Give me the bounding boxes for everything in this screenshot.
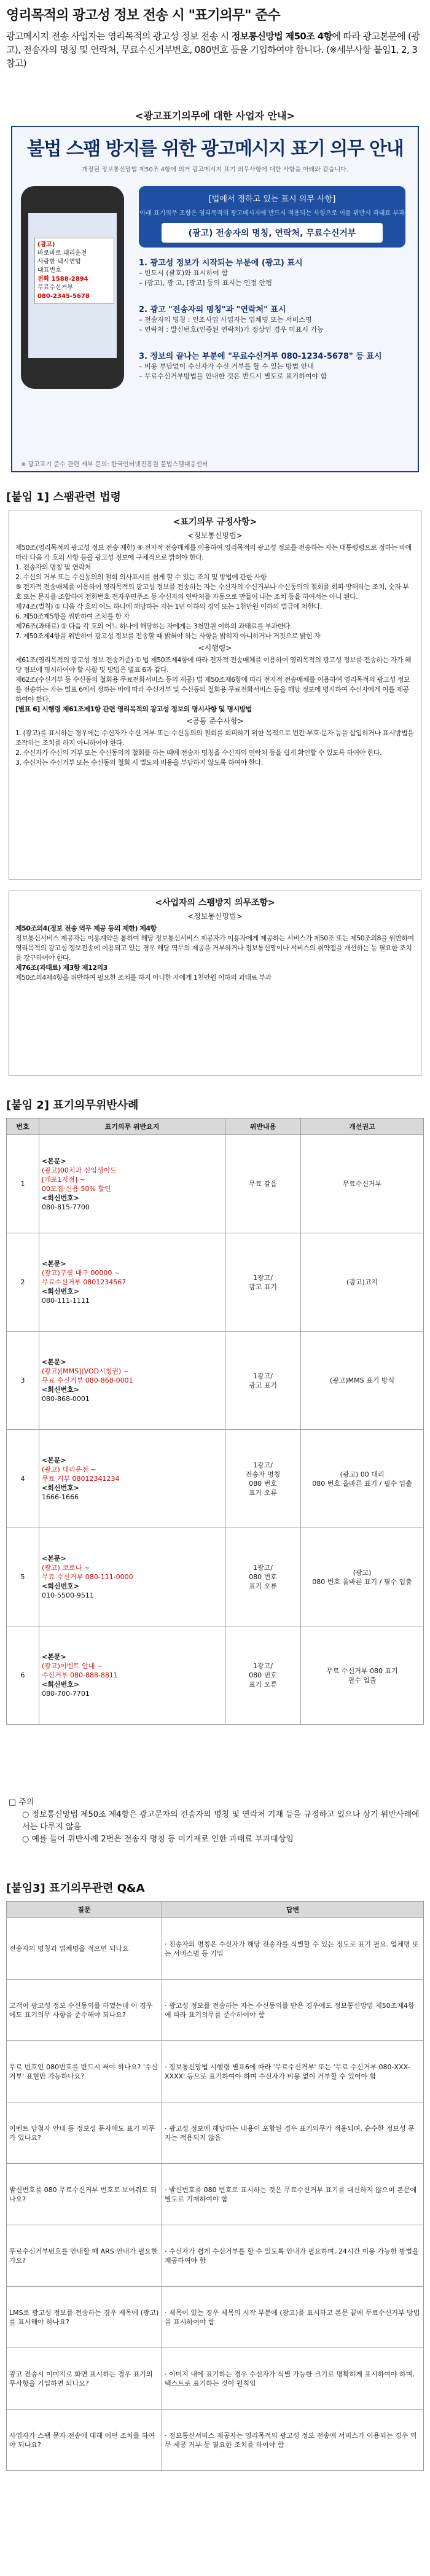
rule-line: – 비용 부담없이 수신자가 수신 거부를 할 수 있는 방법 안내	[139, 362, 314, 370]
row-violation-line: 광고 표기	[248, 1381, 277, 1389]
column-header: 답변	[162, 1902, 424, 1918]
qa-answer: · 정보통신서비스 제공자는 영리목적의 광고성 정보 전송에 서비스가 이용되는 경우 역무 제공 거부 등 필요한 조치를 하여야 함	[162, 2410, 424, 2471]
notice-poster	[11, 126, 419, 472]
row-advice	[301, 1233, 424, 1332]
row-content-line: <회신번호>	[42, 1680, 79, 1688]
qa-answer: · 광고성 정보를 전송하는 자는 수신동의를 받은 경우에도 정보통신망법 제50조제4항에 따라 표기의무를 준수하여야 함	[162, 1980, 424, 2041]
law-paragraph: 3. 수신자는 수신거부 또는 수신동의 철회 시 별도의 비용을 부담하지 않도록 하여야 한다.	[15, 759, 263, 767]
qa-table-body	[7, 1918, 424, 2471]
row-number: 6	[7, 1626, 39, 1725]
row-advice	[301, 1135, 424, 1233]
row-content-line: 080-700-7701	[42, 1690, 90, 1698]
row-advice-line: (광고)	[353, 1568, 372, 1577]
row-advice-line: 080 번호 올바른 표기 / 필수 입출	[312, 1577, 412, 1586]
row-violation-line: 무료 갈음	[248, 1180, 277, 1188]
law-paragraph: [별표 6] 시행령 제61조제1항 관련 영리목적의 광고성 정보의 명시사항 및 명시방법	[15, 705, 252, 713]
row-violation-line: 전송자 명칭	[245, 1470, 281, 1478]
section-2-title: [붙임 2] 표기의무위반사례	[6, 1099, 139, 1112]
row-content	[39, 1332, 225, 1430]
phone-screen	[28, 213, 117, 358]
row-content-line: <회신번호>	[42, 1484, 79, 1492]
row-content-line: 080-868-0001	[42, 1395, 90, 1403]
row-violation	[225, 1233, 301, 1332]
phone-msg-line: 대표번호	[37, 267, 61, 274]
row-violation-line: 1광고/	[253, 1273, 273, 1282]
column-header: 위반내용	[225, 1118, 301, 1135]
requirement-format: (광고) 전송자의 명칭, 연락처, 무료수신거부	[162, 223, 383, 243]
qa-answer: · 수신자가 쉽게 수신거부를 할 수 있도록 안내가 필요하며, 24시간 이용 가능한 방법을 제공하여야 함	[162, 2225, 424, 2287]
law-paragraph: 정보통신서비스 제공자는 이용계약을 통하여 해당 정보통신서비스 제공자가 이용자에게 제공하는 서비스가 제50조 또는 제50조의8을 위반하여 영리목적의 광고성 정보전송에 이용되고 있는 경우 해당 역무의 제공을 거부하거나 정보통신망이나 서비스의 취약점을 개선하는 등 필요한 조치를 강구하여야 한다.	[15, 934, 414, 962]
table-header-row	[7, 1118, 424, 1135]
rule-2	[139, 305, 405, 335]
phone-message	[34, 238, 114, 304]
row-number: 5	[7, 1528, 39, 1626]
table-row	[7, 1626, 424, 1725]
table-row	[7, 1528, 424, 1626]
rule-3-title: 3. 정보의 끝나는 부분에 "무료수신거부 080-1234-5678" 등 표시	[139, 352, 382, 361]
obligation-box-title: <사업자의 스팸방지 의무조항>	[155, 898, 275, 908]
row-content-line: 080-111-1111	[42, 1297, 90, 1305]
phone-msg-line: 전화 1588-2894	[37, 276, 88, 283]
row-content	[39, 1626, 225, 1725]
row-content-line: (광고)이벤트 안내 ~	[42, 1662, 103, 1670]
poster-header	[12, 127, 418, 175]
law-paragraph: 제50조의4제4항을 위반하여 필요한 조치를 하지 아니한 자에게 1천만원 이하의 과태료 부과	[15, 974, 272, 982]
qa-question: 발신번호를 080 무료수신거부 번호로 보여줘도 되나요?	[7, 2164, 162, 2225]
table-row	[7, 1135, 424, 1233]
qa-answer: · 이미지 내에 표기하는 경우 수신자가 식별 가능한 크기로 명확하게 표시하여야 하며, 텍스트로 표기하는 것이 원칙임	[162, 2348, 424, 2410]
row-content	[39, 1135, 225, 1233]
qa-question: 이벤트 당첨자 안내 등 정보성 문자에도 표기 의무가 있나요?	[7, 2102, 162, 2164]
law-box-title: <표기의무 규정사항>	[173, 517, 257, 527]
row-content-line: 수신거부 080-888-8811	[42, 1671, 118, 1679]
row-content-line: (광고) 코로나 ~	[42, 1564, 90, 1572]
rule-line: – 연락처 : 발신번호(인증된 연락처)가 정상인 경우 미표시 가능	[139, 326, 324, 334]
row-advice-line: 무료수신거부	[342, 1180, 382, 1188]
table-row	[7, 1430, 424, 1528]
row-violation-line: 광고 표기	[248, 1282, 277, 1291]
law-paragraph: 1. 전송자의 명칭 및 연락처	[15, 563, 91, 571]
violation-table-body	[7, 1135, 424, 1725]
table-row	[7, 2225, 424, 2287]
law-paragraph: 제76조(과태료) ① 다음 각 호의 어느 하나에 해당하는 자에게는 3천만원 이하의 과태료를 부과한다.	[15, 622, 292, 630]
qa-question: 사업자가 스팸 문자 전송에 대해 어떤 조치를 하여야 되나요?	[7, 2410, 162, 2471]
table-row	[7, 2348, 424, 2410]
rule-line: – 빈도시 (괄호)와 표시하여 함	[139, 269, 228, 277]
rule-line: – 전송자의 명칭 : 인조사업 사업자는 업체명 또는 서비스명	[139, 316, 312, 324]
row-advice-line: 080 번호 올바른 표기 / 필수 입출	[312, 1479, 412, 1488]
row-content-line: <회신번호>	[42, 1582, 79, 1590]
row-content	[39, 1528, 225, 1626]
row-content-line: (광고)00치과 신입생이드	[42, 1166, 117, 1174]
column-header: 번호	[7, 1118, 39, 1135]
intro-bold: 정보통신망법 제50조 4항	[231, 31, 332, 42]
phone-msg-line: 080-2345-5678	[37, 293, 90, 300]
table-row	[7, 1233, 424, 1332]
rule-1-title: 1. 광고성 정보가 시작되는 부분에 (광고) 표시	[139, 259, 303, 268]
column-header: 표기의무 위반요지	[39, 1118, 225, 1135]
row-violation	[225, 1332, 301, 1430]
row-content-line: 00모집·신용 50% 할인	[42, 1184, 111, 1193]
rule-2-title: 2. 광고 "전송자의 명칭"과 "연락처" 표시	[139, 305, 286, 314]
row-content-line: <본문>	[42, 1358, 66, 1366]
row-content-line: 무료수신거부 0801234567	[42, 1278, 127, 1286]
phone-msg-line: 무료수신거부	[37, 284, 73, 291]
law-paragraph: 6. 제50조제5항을 위반하여 조치를 한 자	[15, 612, 130, 620]
row-content-line: 무료 수신거부 080-868-0001	[42, 1376, 133, 1384]
rule-line: – 무료수신거부방법을 안내한 것은 반드시 별도로 표기하여야 함	[139, 372, 327, 380]
law-paragraph: 2. 수신자가 수신의 거부 또는 수신동의의 철회를 하는 때에 전송자 명칭을 수신자의 연락처 등을 쉽게 확인할 수 있도록 하여야 한다.	[15, 749, 381, 757]
qa-table	[6, 1901, 424, 2471]
law-paragraph: 제61조(영리목적의 광고성 정보 전송기준) ① 법 제50조제4항에 따라 전자적 전송매체를 이용하여 영리목적의 광고성 정보를 전송하는 자가 해당 정보에 명시하여야 할 사항 및 방법은 별표 6과 같다.	[15, 656, 412, 674]
notes	[9, 1797, 426, 1846]
row-content-line: <본문>	[42, 1157, 66, 1165]
row-content-line: <본문>	[42, 1260, 66, 1268]
phone-msg-line: (광고)	[37, 241, 55, 248]
row-content-line: [개포1지점] ~	[42, 1175, 85, 1184]
row-advice-line: (광고)고지	[346, 1278, 378, 1286]
section-3-title: [붙임3] 표기의무관련 Q&A	[6, 1882, 145, 1895]
row-violation-line: 1광고/	[253, 1461, 273, 1469]
row-violation	[225, 1626, 301, 1725]
phone-msg-line: 사랑한 택시연합	[37, 259, 81, 265]
row-advice-line: (광고)MMS 표기 방식	[329, 1376, 395, 1384]
table-row	[7, 1918, 424, 1980]
table-header-row	[7, 1902, 424, 1918]
table-row	[7, 1332, 424, 1430]
requirement-box	[139, 186, 405, 248]
row-advice	[301, 1528, 424, 1626]
row-advice-line: 필수 입출	[348, 1676, 377, 1684]
row-content-line: 080-815-7700	[42, 1203, 90, 1211]
law-paragraph: 제50조의4(정보 전송 역무 제공 등의 제한) 제4항	[15, 924, 157, 932]
qa-question: 무료 번호인 080번호를 반드시 써야 하나요? '수신거부' 표현만 가능하나요?	[7, 2041, 162, 2102]
qa-question: 무료수신거부번호를 안내할 때 ARS 안내가 필요한가요?	[7, 2225, 162, 2287]
poster-title: 불법 스팸 방지를 위한 광고메시지 표기 의무 안내	[26, 138, 404, 160]
note-item: ○ 정보통신망법 제50조 제4항은 광고문자의 전송자의 명칭 및 연락처 기재 등을 규정하고 있으나 상기 위반사례에서는 다루지 않음	[22, 1810, 420, 1832]
notes-title: □ 주의	[9, 1798, 34, 1807]
qa-answer: · 정보통신망법 시행령 별표6에 따라 '무료수신거부' 또는 '무료 수신거부 080-XXX-XXXX' 등으로 표기하여야 하며 수신자가 비용 없이 거부할 수 있어야 함	[162, 2041, 424, 2102]
row-content-line: 무료 거부 08012341234	[42, 1475, 120, 1483]
row-violation	[225, 1528, 301, 1626]
obligation-box	[9, 891, 421, 1076]
qa-question: 고객이 광고성 정보 수신동의를 하였는데 이 경우에도 표기의무 사항을 준수해야 되나요?	[7, 1980, 162, 2041]
row-advice-line: (광고) 00 대리	[340, 1470, 385, 1478]
row-content	[39, 1430, 225, 1528]
table-row	[7, 2041, 424, 2102]
row-violation	[225, 1135, 301, 1233]
law-paragraph: 제50조(영리목적의 광고성 정보 전송 제한) ④ 전자적 전송매체를 이용하여 영리목적의 광고성 정보를 전송하는 자는 대통령령으로 정하는 바에 따라 다음 각 호의 사항 등을 광고성 정보에 구체적으로 밝혀야 한다.	[15, 544, 412, 561]
row-violation-line: 표기 오류	[248, 1680, 277, 1688]
law-paragraph: 제62조(수신거부 등 수신동의 철회용 무료전화서비스 등의 제공) 법 제50조제6항에 따라 전자적 전송매체를 이용하여 영리목적의 광고성 정보를 전송하는 자는 별표 6에서 정하는 바에 따라 수신거부 및 수신동의 철회용 무료전화서비스 등을 해당 정보에 명시하여 수신자에게 이를 제공하여야 한다.	[15, 676, 410, 703]
qa-answer: · 발신번호를 080 번호로 표시하는 것은 무료수신거부 표기를 대신하지 않으며 본문에 별도로 기재하여야 함	[162, 2164, 424, 2225]
row-content-line: 1666-1666	[42, 1493, 79, 1501]
row-number: 1	[7, 1135, 39, 1233]
qa-answer: · 제목이 있는 경우 제목의 시작 부분에 (광고)를 표시하고 본문 끝에 무료수신거부 방법을 표시하여야 함	[162, 2287, 424, 2348]
row-violation-line: 표기 오류	[248, 1582, 277, 1590]
row-content	[39, 1233, 225, 1332]
row-number: 3	[7, 1332, 39, 1430]
row-violation-line: 1광고/	[253, 1564, 273, 1572]
section-1-title: [붙임 1] 스팸관련 법령	[6, 491, 121, 504]
row-number: 4	[7, 1430, 39, 1528]
row-content-line: 010-5500-9511	[42, 1591, 94, 1599]
row-advice-line: 무료 수신거부 080 표기	[326, 1666, 398, 1675]
column-header: 개선권고	[301, 1118, 424, 1135]
table-row	[7, 2287, 424, 2348]
qa-question: 전송자의 명칭과 업체명을 적으면 되나요	[7, 1918, 162, 1980]
table-row	[7, 1980, 424, 2041]
law-paragraph: 제74조(벌칙) ① 다음 각 호의 어느 하나에 해당하는 자는 1년 이하의 징역 또는 1천만원 이하의 벌금에 처한다.	[15, 603, 322, 611]
rule-3	[139, 352, 405, 381]
requirement-heading: [법에서 정하고 있는 표시 의무 사항]	[208, 195, 336, 204]
row-violation	[225, 1430, 301, 1528]
rule-line: – (광고), 광 고, [광고] 등의 표시는 인정 안됨	[139, 279, 273, 287]
poster-footer: ※ 광고표기 준수 관련 세부 문의: 한국인터넷진흥원 불법스팸대응센터	[21, 461, 208, 468]
row-violation-line: 표기 오류	[248, 1488, 277, 1497]
note-item: ○ 예를 들어 위반사례 2번은 전송자 명칭 등 미기재로 인한 과태료 부과대상임	[22, 1835, 294, 1844]
qa-answer: · 전송자의 명칭은 수신자가 해당 전송자를 식별할 수 있는 정도로 표기 필요. 업체명 또는 서비스명 등 기입	[162, 1918, 424, 1980]
row-advice	[301, 1626, 424, 1725]
law-paragraph: 제76조(과태료) 제3항 제12의3	[15, 964, 108, 972]
rule-1	[139, 259, 405, 288]
table-row	[7, 2102, 424, 2164]
phone-illustration	[21, 186, 124, 389]
row-content-line: <회신번호>	[42, 1386, 79, 1394]
law-subtitle: <공통 준수사항>	[186, 717, 244, 725]
violation-table	[6, 1118, 424, 1725]
intro-text	[6, 29, 424, 70]
row-content-line: <본문>	[42, 1555, 66, 1563]
qa-question: LMS로 광고성 정보를 전송하는 경우 제목에 (광고)를 표시해야 하나요?	[7, 2287, 162, 2348]
intro-post: 에 따라 광고본문에 (광고), 전송자의 명칭 및 연락처, 무료수신거부번호, 080번호 등을 기입하여야 합니다. (※세부사항 붙임1, 2, 3 참고)	[6, 31, 420, 69]
row-content-line: (광고)[MMS](VOD시청권) ~	[42, 1367, 130, 1375]
law-subtitle: <정보통신망법>	[187, 912, 243, 921]
page-title: 영리목적의 광고성 정보 전송 시 "표기의무" 준수	[6, 8, 280, 23]
row-number: 2	[7, 1233, 39, 1332]
row-violation-line: 1광고/	[253, 1372, 273, 1380]
row-content-line: (광고) 대리운전 ~	[42, 1466, 96, 1473]
requirement-note: 아래 표기의무 조항은 영리목적의 광고메시지에 반드시 적용되는 사항으로 이를 위반시 과태료 부과	[139, 210, 405, 217]
poster-subtitle: 개정된 정보통신망법 제50조 4항에 의거 광고메시지 표기 의무사항에 대한 사항을 아래와 같습니다.	[82, 166, 348, 173]
qa-question: 광고 전송시 이미지로 화면 표시하는 경우 표기의무사항을 기입하면 되나요?	[7, 2348, 162, 2410]
column-header: 질문	[7, 1902, 162, 1918]
law-paragraph: 2. 수신의 거부 또는 수신동의의 철회 의사표시를 쉽게 할 수 있는 조치 및 방법에 관한 사항	[15, 573, 267, 581]
row-violation-line: 1광고/	[253, 1662, 273, 1670]
law-paragraph: 1. (광고)를 표시하는 경우에는 수신자가 수신 거부 또는 수신동의의 철회를 회피하기 위한 목적으로 빈칸·부호·문자 등을 삽입하거나 표시방법을 조작하는 조치를 하지 아니하여야 한다.	[15, 729, 414, 747]
law-box	[9, 510, 421, 880]
row-advice	[301, 1430, 424, 1528]
law-subtitle: <정보통신망법>	[187, 531, 243, 540]
law-paragraph: 7. 제50조제4항을 위반하여 광고성 정보를 전송할 때 밝혀야 하는 사항을 밝히지 아니하거나 거짓으로 밝힌 자	[15, 632, 321, 640]
law-subtitle: <시행령>	[198, 644, 232, 652]
table-row	[7, 2410, 424, 2471]
row-violation-line: 080 번호	[249, 1671, 277, 1679]
row-violation-line: 080 번호	[249, 1573, 277, 1581]
row-content-line: <본문>	[42, 1456, 66, 1464]
row-advice	[301, 1332, 424, 1430]
row-content-line: <본문>	[42, 1653, 66, 1661]
table-row	[7, 2164, 424, 2225]
qa-answer: · 광고성 정보에 해당하는 내용이 포함된 경우 표기의무가 적용되며, 순수한 정보성 문자는 적용되지 않음	[162, 2102, 424, 2164]
row-content-line: <회신번호>	[42, 1287, 79, 1295]
row-content-line: (광고)구월 대구 00000 ~	[42, 1269, 120, 1277]
law-paragraph: ⑤ 전자적 전송매체를 이용하여 영리목적의 광고성 정보를 전송하는 자는 수신자의 수신거부나 수신동의의 철회를 회피·방해하는 조치, 숫자·부호 또는 문자를 조합하여 전화번호·전자우편주소 등 수신자의 연락처를 자동으로 만들어 내는 조치 등을 하여서는 아니 된다.	[15, 583, 409, 601]
notice-title: <광고표기의무에 대한 사업자 안내>	[135, 110, 295, 122]
row-violation-line: 080 번호	[249, 1479, 277, 1488]
row-content-line: <회신번호>	[42, 1193, 79, 1202]
intro-pre: 광고메시지 전송 사업자는 영리목적의 광고성 정보 전송 시	[6, 31, 232, 42]
row-content-line: 무료 수신거부 080-111-0000	[42, 1573, 133, 1581]
phone-msg-line: 바로바로 대리운전	[37, 250, 87, 257]
